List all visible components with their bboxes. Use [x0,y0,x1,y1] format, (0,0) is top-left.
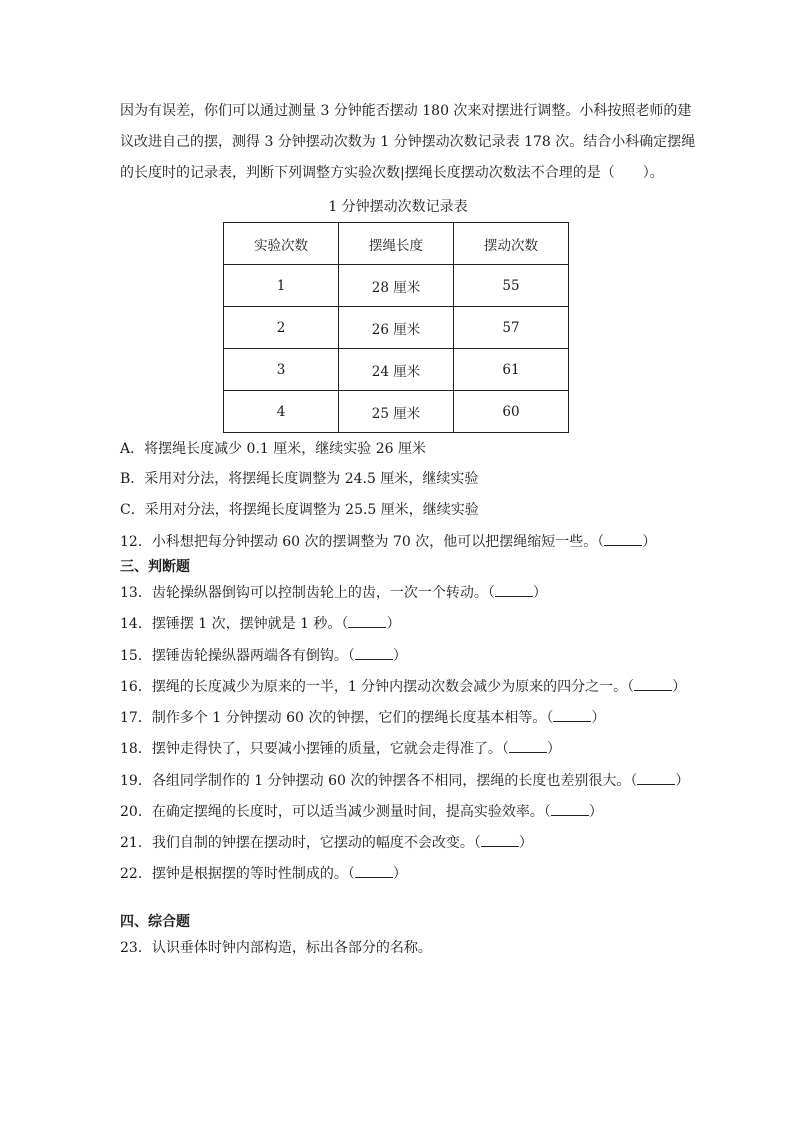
table-row [224,349,569,391]
question-12-text: 12．小科想把每分钟摆动 60 次的摆调整为 70 次，他可以把摆绳缩短一些。（ [120,534,605,550]
table-cell: 2 [224,307,339,349]
question-close: ） [392,648,407,664]
section-heading-comprehensive: 四、综合题 [120,914,190,930]
question-16 [120,676,686,698]
question-close: ） [532,585,547,601]
question-text: 19．各组同学制作的 1 分钟摆动 60 次的钟摆各不相同，摆绳的长度也差别很大。（ [120,773,638,789]
question-close: ） [591,710,606,726]
section-heading-judgment: 三、判断题 [120,559,190,575]
answer-blank[interactable] [509,738,547,753]
intro-line-3: 的长度时的记录表，判断下列调整方实验次数|摆绳长度摆动次数法不合理的是（ ）。 [120,165,664,181]
table-header-row [224,223,569,265]
question-close: ） [675,773,690,789]
answer-blank[interactable] [495,582,533,597]
question-text: 13．齿轮操纵器倒钩可以控制齿轮上的齿，一次一个转动。（ [120,585,495,601]
table-cell: 3 [224,349,339,391]
table-cell: 60 [454,391,569,433]
table-cell: 26 厘米 [339,307,454,349]
table-title: 1 分钟摆动次数记录表 [328,199,468,215]
question-22 [120,863,407,885]
answer-blank[interactable] [355,645,393,660]
table-cell: 28 厘米 [339,265,454,307]
table-row [224,391,569,433]
question-text: 17．制作多个 1 分钟摆动 60 次的钟摆，它们的摆绳长度基本相等。（ [120,710,554,726]
question-text: 20．在确定摆绳的长度时，可以适当减少测量时间，提高实验效率。（ [120,804,551,820]
question-intro [120,96,696,189]
question-12-close: ） [642,534,657,550]
question-text: 16．摆绳的长度减少为原来的一半，1 分钟内摆动次数会减少为原来的四分之一。（ [120,679,635,695]
answer-blank[interactable] [481,832,519,847]
option-b: B．采用对分法，将摆绳长度调整为 24.5 厘米，继续实验 [120,471,479,487]
table-row [224,307,569,349]
question-text: 14．摆锤摆 1 次，摆钟就是 1 秒。（ [120,616,349,632]
question-13 [120,582,547,604]
answer-blank[interactable] [634,676,672,691]
question-15 [120,645,407,667]
table-header-cell: 摆动次数 [454,223,569,265]
answer-blank[interactable] [553,707,591,722]
question-close: ） [672,679,687,695]
question-close: ） [518,835,533,851]
question-close: ） [588,804,603,820]
table-cell: 55 [454,265,569,307]
table-header-cell: 摆绳长度 [339,223,454,265]
question-close: ） [546,741,561,757]
question-12 [120,531,656,553]
table-header-cell: 实验次数 [224,223,339,265]
option-c: C．采用对分法，将摆绳长度调整为 25.5 厘米，继续实验 [120,502,479,518]
intro-line-2: 议改进自己的摆，测得 3 分钟摆动次数为 1 分钟摆动次数记录表 178 次。结合小科确定摆绳 [120,134,696,150]
answer-blank[interactable] [604,531,642,546]
question-18 [120,738,561,760]
answer-blank[interactable] [355,863,393,878]
question-close: ） [386,616,401,632]
question-17 [120,707,605,729]
question-21 [120,832,533,854]
question-14 [120,613,400,635]
table-cell: 57 [454,307,569,349]
intro-line-1: 因为有误差，你们可以通过测量 3 分钟能否摆动 180 次来对摆进行调整。小科按照老师的建 [120,103,692,119]
question-23: 23．认识垂体时钟内部构造，标出各部分的名称。 [120,940,432,956]
answer-blank[interactable] [551,801,589,816]
table-cell: 24 厘米 [339,349,454,391]
table-row [224,265,569,307]
record-table [223,222,569,433]
table-cell: 61 [454,349,569,391]
answer-blank[interactable] [637,770,675,785]
question-19 [120,770,689,792]
table-cell: 25 厘米 [339,391,454,433]
question-20 [120,801,603,823]
question-text: 21．我们自制的钟摆在摆动时，它摆动的幅度不会改变。（ [120,835,481,851]
table-cell: 4 [224,391,339,433]
question-text: 15．摆锤齿轮操纵器两端各有倒钩。（ [120,648,355,664]
question-text: 22．摆钟是根据摆的等时性制成的。（ [120,866,355,882]
answer-blank[interactable] [348,613,386,628]
question-text: 18．摆钟走得快了，只要减小摆锤的质量，它就会走得准了。（ [120,741,509,757]
question-close: ） [392,866,407,882]
table-cell: 1 [224,265,339,307]
option-a: A．将摆绳长度减少 0.1 厘米，继续实验 26 厘米 [120,441,426,457]
